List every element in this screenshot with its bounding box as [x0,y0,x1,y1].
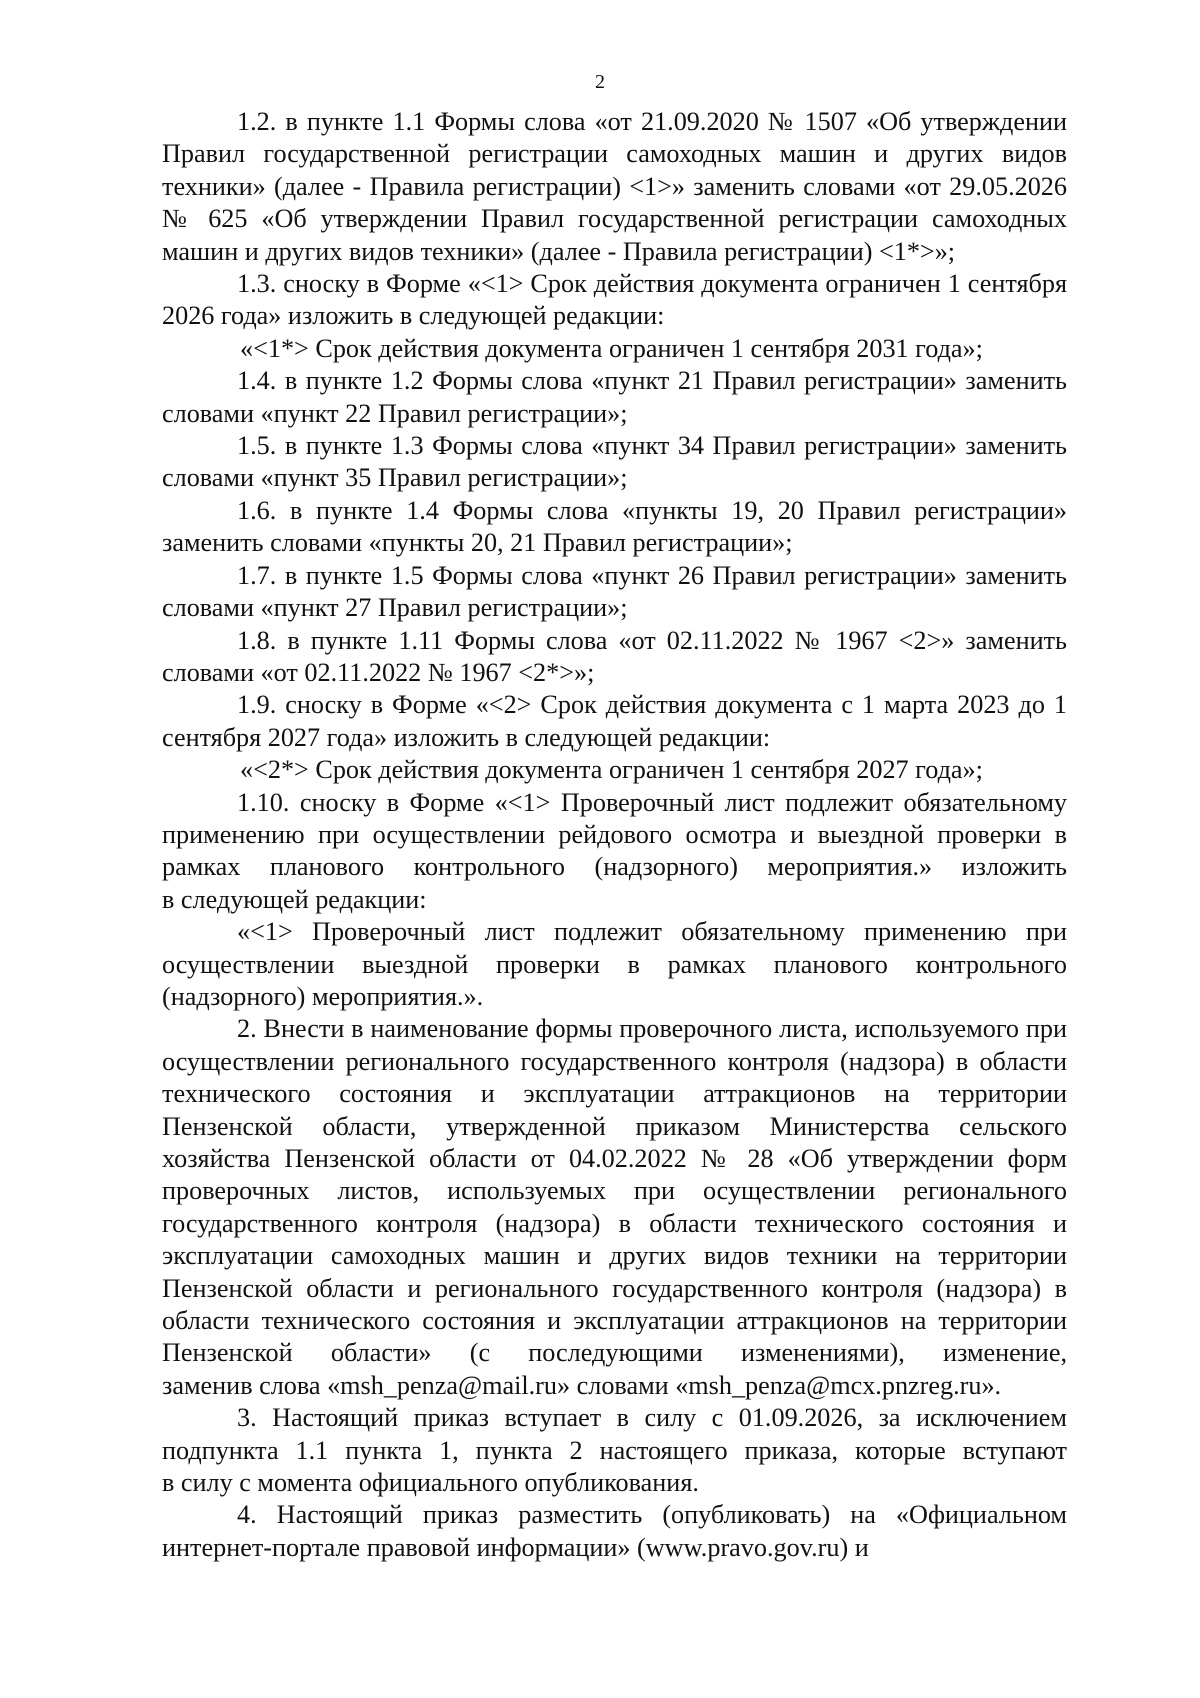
paragraph-p-1-9 [87,689,1067,754]
text-line: словами «пункт 35 Правил регистрации»; [162,463,628,493]
text-line: Правил государственной регистрации самоходных машин и других видов [162,139,1067,169]
paragraph-p-1-7 [87,560,1067,625]
text-line: «<2*> Срок действия документа ограничен 1 сентября 2027 года»; [240,755,983,785]
text-line: техники» (далее - Правила регистрации) <1>» заменить словами «от 29.05.2026 [162,171,1067,201]
text-line: заменив слова «msh_penza@mail.ru» словами «msh_penza@mcx.pnzreg.ru». [162,1370,1002,1400]
text-line: 1.8. в пункте 1.11 Формы слова «от 02.11.2022 № 1967 <2>» заменить [237,625,1067,655]
text-line: 4. Настоящий приказ разместить (опубликовать) на «Официальном [237,1500,1067,1530]
text-line: в силу с момента официального опубликования. [162,1468,699,1498]
text-line: технического состояния и эксплуатации аттракционов на территории [162,1079,1067,1109]
paragraph-p-2 [87,1013,1067,1402]
paragraph-p-1-9-quote [87,754,1067,786]
paragraph-p-1-5 [87,430,1067,495]
text-line: Пензенской области и регионального государственного контроля (надзора) в [162,1273,1067,1303]
text-line: «<1*> Срок действия документа ограничен 1 сентября 2031 года»; [240,333,983,363]
text-line: 1.9. сноску в Форме «<2> Срок действия документа с 1 марта 2023 до 1 [237,690,1067,720]
document-body [87,106,1067,1564]
text-line: словами «от 02.11.2022 № 1967 <2*>»; [162,657,595,687]
text-line: 3. Настоящий приказ вступает в силу с 01.09.2026, за исключением [237,1403,1067,1433]
text-line: интернет-портале правовой информации» (www.pravo.gov.ru) и [162,1532,869,1562]
text-line: словами «пункт 27 Правил регистрации»; [162,593,628,623]
text-line: применению при осуществлении рейдового осмотра и выездной проверки в [162,819,1067,849]
page-number: 2 [595,71,605,93]
text-line: подпункта 1.1 пункта 1, пункта 2 настоящего приказа, которые вступают [162,1435,1067,1465]
paragraph-p-4 [87,1499,1067,1564]
text-line: в следующей редакции: [162,884,427,914]
text-line: словами «пункт 22 Правил регистрации»; [162,398,628,428]
text-line: 1.2. в пункте 1.1 Формы слова «от 21.09.2020 № 1507 «Об утверждении [237,107,1067,136]
paragraph-p-1-2 [87,106,1067,268]
text-line: 1.10. сноску в Форме «<1> Проверочный лист подлежит обязательному [237,787,1067,817]
text-line: Пензенской области» (с последующими изменениями), изменение, [162,1338,1067,1368]
text-line: 2026 года» изложить в следующей редакции: [162,301,665,331]
text-line: 1.4. в пункте 1.2 Формы слова «пункт 21 Правил регистрации» заменить [237,366,1067,396]
paragraph-p-1-10-quote [87,916,1067,1013]
text-line: машин и других видов техники» (далее - Правила регистрации) <1*>»; [162,236,956,266]
paragraph-p-1-3 [87,268,1067,333]
text-line: государственного контроля (надзора) в области технического состояния и [162,1208,1067,1238]
text-line: осуществлении регионального государственного контроля (надзора) в области [162,1046,1067,1076]
text-line: Пензенской области, утвержденной приказом Министерства сельского [162,1111,1067,1141]
text-line: (надзорного) мероприятия.». [162,981,484,1011]
text-line: хозяйства Пензенской области от 04.02.2022 № 28 «Об утверждении форм [162,1144,1067,1173]
text-line: «<1> Проверочный лист подлежит обязательному применению при [237,917,1067,947]
paragraph-p-1-8 [87,625,1067,690]
text-line: осуществлении выездной проверки в рамках планового контрольного [162,949,1067,979]
paragraph-p-3 [87,1402,1067,1499]
paragraph-p-1-10 [87,787,1067,917]
text-line: 1.5. в пункте 1.3 Формы слова «пункт 34 Правил регистрации» заменить [237,431,1067,461]
text-line: № 625 «Об утверждении Правил государственной регистрации самоходных [162,204,1067,234]
text-line: рамках планового контрольного (надзорного) мероприятия.» изложить [162,852,1067,882]
paragraph-p-1-3-quote [87,333,1067,365]
text-line: 1.6. в пункте 1.4 Формы слова «пункты 19, 20 Правил регистрации» [237,495,1067,525]
text-line: 1.7. в пункте 1.5 Формы слова «пункт 26 Правил регистрации» заменить [237,560,1067,590]
text-line: сентября 2027 года» изложить в следующей редакции: [162,722,771,752]
text-line: 2. Внести в наименование формы проверочного листа, используемого при [237,1014,1067,1044]
text-line: эксплуатации самоходных машин и других видов техники на территории [162,1241,1067,1271]
text-line: заменить словами «пункты 20, 21 Правил регистрации»; [162,528,793,558]
text-line: области технического состояния и эксплуатации аттракционов на территории [162,1306,1067,1336]
paragraph-p-1-6 [87,495,1067,560]
text-line: 1.3. сноску в Форме «<1> Срок действия документа ограничен 1 сентября [237,269,1067,299]
text-line: проверочных листов, используемых при осуществлении регионального [162,1176,1067,1206]
paragraph-p-1-4 [87,365,1067,430]
